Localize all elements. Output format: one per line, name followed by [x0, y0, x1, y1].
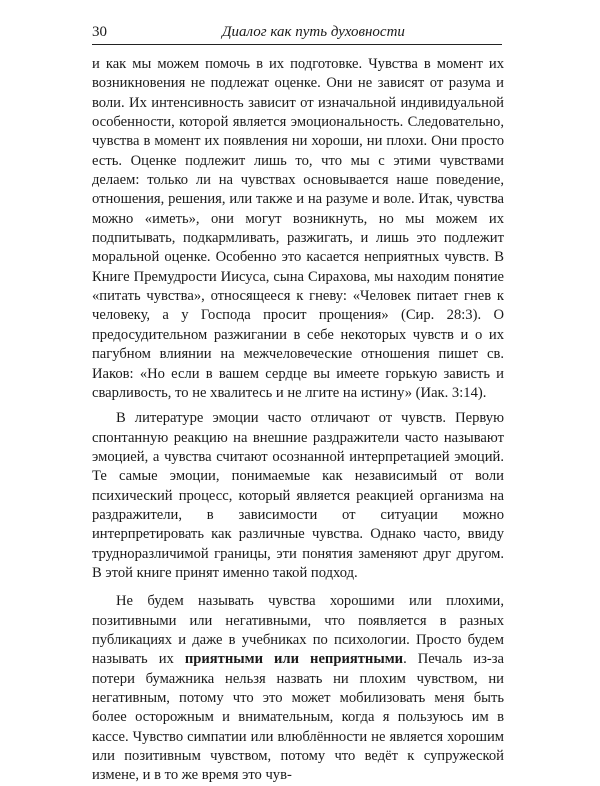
page-number: 30: [92, 24, 107, 40]
paragraph-3-text-before: Не будем называть чувства хорошими или плохими, позитивными или негативными, что появляется в разных публикациях и даже в учебниках по психологии. Просто будем называть их: [92, 593, 504, 668]
page-header: [92, 22, 502, 45]
paragraph-2: В литературе эмоции часто отличают от чувств. Первую спонтанную реакцию на внешние раздражители часто называют эмоцией, а чувства считают осознанной интерпретацией эмоций. Те самые эмоции, понимаемые как независимый от воли психический процесс, который является реакцией организма на раздражители, в зависимости от ситуации можно интерпретировать как различные чувства. Однако часто, ввиду трудноразличимой границы, эти понятия заменяют друг другом. В этой книге принят именно такой подход.: [92, 410, 504, 581]
paragraph-3-text-after: . Печаль из-за потери бумажника нельзя назвать ни плохим чувством, ни негативным, потому что это может мобилизовать меня быть более осторожным и внимательным, когда я пользуюсь им в кассе. Чувство симпатии или влюблённости не является хорошим или позитивным чувством, потому что ведёт к супружеской измене, и в то же время это чув-: [92, 651, 504, 784]
paragraph-3-bold-phrase: приятными или неприятными: [184, 651, 404, 668]
paragraph-1: и как мы можем помочь в их подготовке. Чувства в момент их возникновения не подлежат оценке. Они не зависят от разума и воли. Их интенсивность зависит от изначальной индивидуальной особенности, которой является эмоциональность. Следовательно, чувства в момент их появления ни хороши, ни плохи. Они просто есть. Оценке подлежит лишь то, что мы с этими чувствами делаем: только ли на чувствах основывается наше поведение, отношения, решения, или также и на разуме и воле. Итак, чувства можно «иметь», они могут возникнуть, но мы можем их подпитывать, подкармливать, разжигать, и лишь это подлежит моральной оценке. Особенно это касается неприятных чувств. В Книге Премудрости Иисуса, сына Сирахова, мы находим понятие «питать чувства», относящееся к гневу: «Человек питает гнев к человеку, а у Господа просит прощения» (Сир. 28:3). О предосудительном разжигании в себе некоторых чувств и о их пагубном влиянии на межчеловеческие отношения пишет св. Иаков: «Но если в вашем сердце вы имеете горькую зависть и сварливость, то не хвалитесь и не лгите на истину» (Иак. 3:14).: [92, 56, 504, 401]
running-title: Диалог как путь духовности: [222, 24, 405, 40]
body-text: [92, 55, 504, 786]
paragraph-3: [92, 592, 504, 785]
